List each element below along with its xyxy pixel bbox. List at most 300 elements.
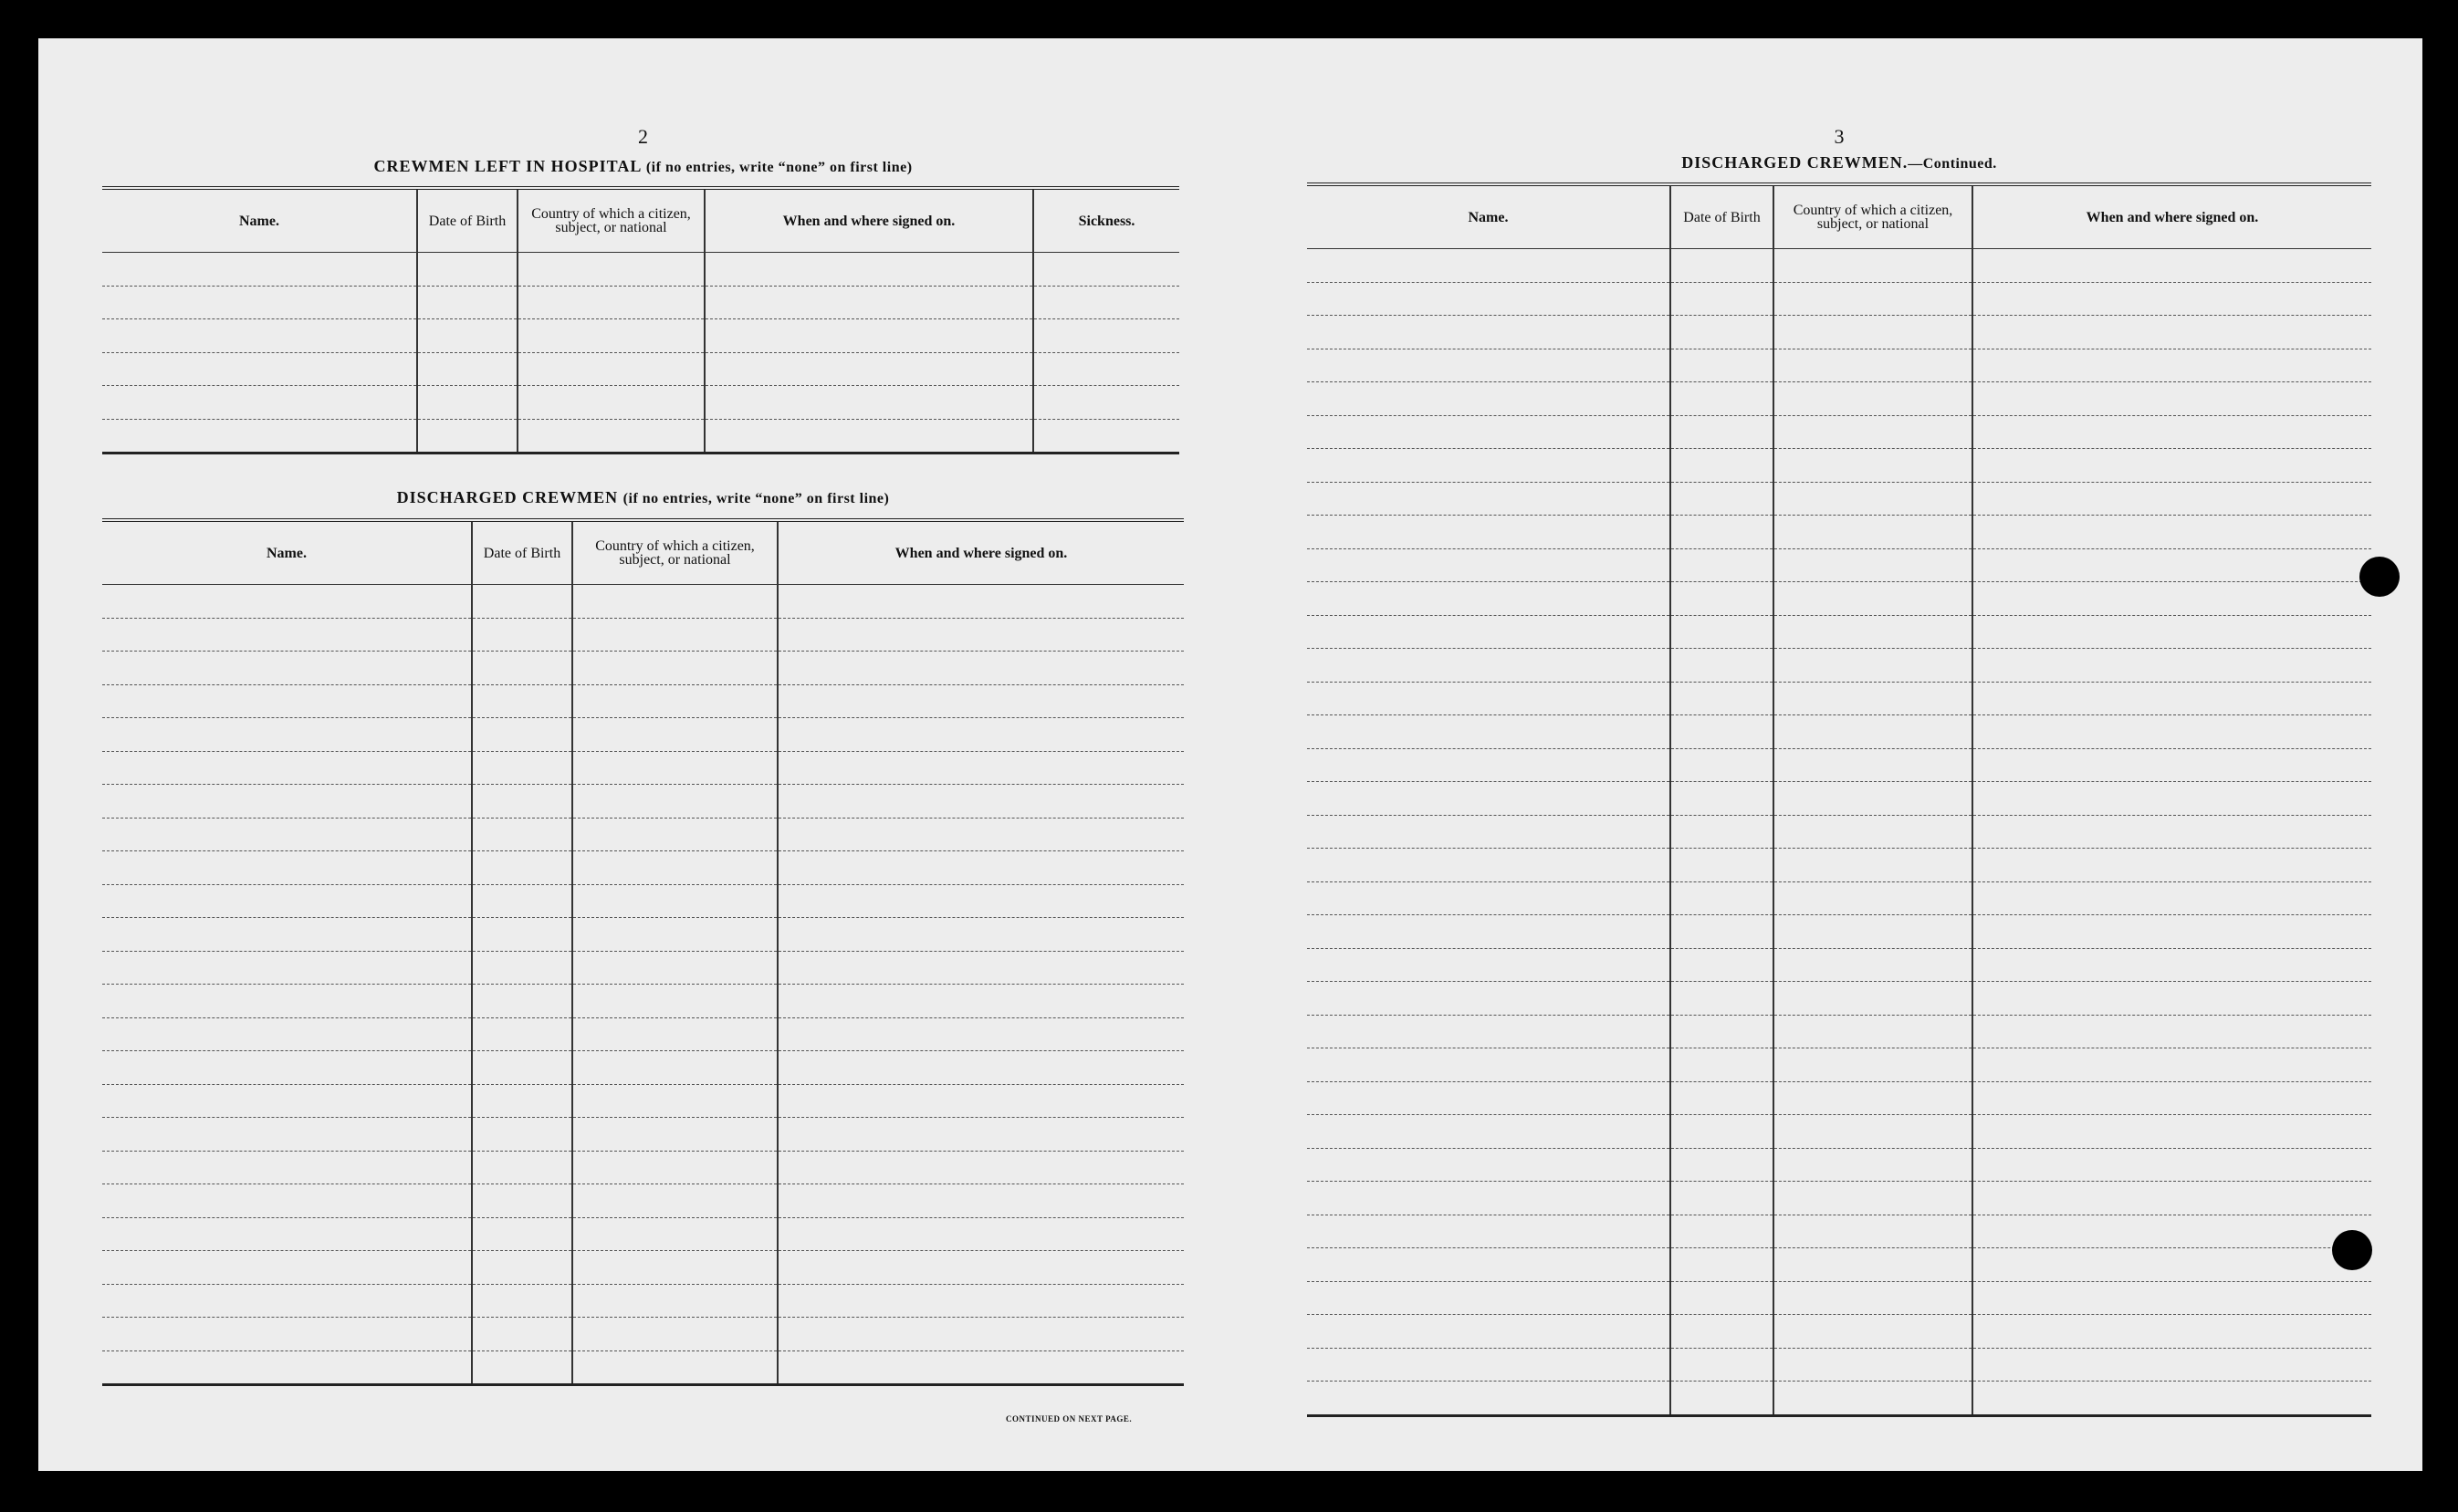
- blank-cell: [1307, 1182, 1670, 1215]
- blank-cell: [572, 884, 778, 918]
- blank-cell: [518, 386, 705, 420]
- blank-cell: [1670, 1215, 1773, 1248]
- blank-cell: [417, 386, 518, 420]
- blank-cell: [572, 718, 778, 752]
- blank-cell: [1670, 748, 1773, 782]
- blank-cell: [1972, 815, 2371, 849]
- punch-hole: [2332, 1230, 2372, 1270]
- blank-cell: [778, 718, 1184, 752]
- table-row: [1307, 1348, 2371, 1382]
- blank-cell: [1670, 449, 1773, 483]
- blank-cell: [1670, 682, 1773, 715]
- blank-cell: [1972, 849, 2371, 882]
- blank-cell: [778, 1017, 1184, 1051]
- blank-cell: [102, 951, 472, 985]
- table-row: [1307, 382, 2371, 416]
- blank-cell: [102, 751, 472, 785]
- blank-cell: [102, 1318, 472, 1351]
- table-row: [1307, 748, 2371, 782]
- blank-cell: [1773, 1315, 1972, 1349]
- table-row: [102, 751, 1184, 785]
- blank-cell: [1670, 1382, 1773, 1416]
- blank-cell: [572, 1184, 778, 1218]
- blank-cell: [1307, 1048, 1670, 1082]
- blank-cell: [778, 652, 1184, 685]
- table-row: [1307, 449, 2371, 483]
- blank-cell: [1972, 249, 2371, 283]
- col-signed-on: When and where signed on.: [705, 188, 1033, 253]
- table-row: [1307, 1048, 2371, 1082]
- blank-cell: [1307, 1281, 1670, 1315]
- blank-cell: [572, 751, 778, 785]
- blank-cell: [1773, 1015, 1972, 1048]
- blank-cell: [572, 1084, 778, 1118]
- blank-cell: [1670, 249, 1773, 283]
- blank-cell: [417, 352, 518, 386]
- blank-cell: [1670, 1148, 1773, 1182]
- blank-cell: [778, 851, 1184, 885]
- blank-cell: [1773, 915, 1972, 949]
- blank-cell: [1773, 249, 1972, 283]
- blank-cell: [1972, 1248, 2371, 1282]
- blank-cell: [1773, 582, 1972, 616]
- blank-cell: [1972, 582, 2371, 616]
- col-dob: Date of Birth: [417, 188, 518, 253]
- blank-cell: [1670, 715, 1773, 749]
- table-row: [1307, 881, 2371, 915]
- table-row: [1307, 1148, 2371, 1182]
- blank-cell: [572, 851, 778, 885]
- blank-cell: [1773, 682, 1972, 715]
- blank-cell: [472, 718, 572, 752]
- table-row: [102, 1118, 1184, 1152]
- blank-cell: [1307, 1115, 1670, 1149]
- table-row: [102, 951, 1184, 985]
- blank-cell: [1773, 615, 1972, 649]
- blank-cell: [1670, 1315, 1773, 1349]
- blank-cell: [102, 386, 417, 420]
- blank-cell: [778, 1284, 1184, 1318]
- col-dob: Date of Birth: [1670, 184, 1773, 249]
- table-row: [1307, 415, 2371, 449]
- discharged-continued-table: [1307, 182, 2371, 1417]
- blank-cell: [102, 851, 472, 885]
- table-row: [1307, 649, 2371, 683]
- blank-cell: [1307, 1015, 1670, 1048]
- blank-cell: [1773, 1281, 1972, 1315]
- blank-cell: [572, 818, 778, 851]
- hospital-section-title: CREWMEN LEFT IN HOSPITAL (if no entries, write “none” on first line): [373, 157, 913, 175]
- blank-cell: [1972, 1281, 2371, 1315]
- blank-cell: [705, 319, 1033, 353]
- blank-cell: [1972, 1215, 2371, 1248]
- blank-cell: [1670, 881, 1773, 915]
- blank-cell: [1307, 682, 1670, 715]
- blank-cell: [572, 1284, 778, 1318]
- blank-cell: [572, 585, 778, 619]
- blank-cell: [1307, 849, 1670, 882]
- blank-cell: [1972, 548, 2371, 582]
- table-row: [102, 851, 1184, 885]
- blank-cell: [1307, 1215, 1670, 1248]
- col-signed-on: When and where signed on.: [778, 520, 1184, 585]
- blank-cell: [1773, 1148, 1972, 1182]
- blank-cell: [102, 1184, 472, 1218]
- blank-cell: [1670, 316, 1773, 349]
- blank-cell: [778, 1251, 1184, 1285]
- blank-cell: [1307, 1382, 1670, 1416]
- blank-cell: [1670, 649, 1773, 683]
- blank-cell: [1773, 982, 1972, 1016]
- blank-cell: [1972, 915, 2371, 949]
- blank-cell: [1670, 548, 1773, 582]
- blank-cell: [1670, 815, 1773, 849]
- blank-cell: [1773, 282, 1972, 316]
- table-row: [1307, 849, 2371, 882]
- blank-cell: [572, 1251, 778, 1285]
- blank-cell: [1670, 1281, 1773, 1315]
- table-row: [1307, 615, 2371, 649]
- discharged-continued-title: DISCHARGED CREWMEN.—Continued.: [1681, 153, 1997, 172]
- blank-cell: [472, 1318, 572, 1351]
- blank-cell: [1307, 915, 1670, 949]
- blank-cell: [472, 884, 572, 918]
- blank-cell: [705, 352, 1033, 386]
- blank-cell: [1670, 516, 1773, 549]
- page-number: 3: [1834, 125, 1845, 148]
- blank-cell: [1773, 415, 1972, 449]
- blank-cell: [1307, 1148, 1670, 1182]
- col-name: Name.: [102, 520, 472, 585]
- blank-cell: [778, 818, 1184, 851]
- blank-cell: [778, 1051, 1184, 1085]
- blank-cell: [572, 1318, 778, 1351]
- blank-cell: [1670, 482, 1773, 516]
- blank-cell: [1670, 782, 1773, 816]
- blank-cell: [417, 419, 518, 454]
- table-row: [1307, 1015, 2371, 1048]
- blank-cell: [1307, 1248, 1670, 1282]
- blank-cell: [417, 253, 518, 287]
- blank-cell: [1307, 449, 1670, 483]
- blank-cell: [102, 652, 472, 685]
- blank-cell: [1972, 881, 2371, 915]
- blank-cell: [1670, 582, 1773, 616]
- blank-cell: [472, 618, 572, 652]
- blank-cell: [1773, 382, 1972, 416]
- table-row: [102, 618, 1184, 652]
- blank-cell: [1773, 748, 1972, 782]
- blank-cell: [778, 751, 1184, 785]
- blank-cell: [417, 319, 518, 353]
- blank-cell: [1307, 1081, 1670, 1115]
- col-name: Name.: [1307, 184, 1670, 249]
- blank-cell: [1670, 849, 1773, 882]
- table-row: [1307, 1315, 2371, 1349]
- blank-cell: [472, 652, 572, 685]
- col-country: Country of which a citizen, subject, or national: [1773, 184, 1972, 249]
- blank-cell: [472, 851, 572, 885]
- blank-cell: [1972, 349, 2371, 382]
- blank-cell: [472, 1184, 572, 1218]
- table-row: [1307, 948, 2371, 982]
- blank-cell: [1307, 316, 1670, 349]
- blank-cell: [1773, 782, 1972, 816]
- table-row: [102, 352, 1179, 386]
- continued-note: CONTINUED ON NEXT PAGE.: [1006, 1414, 1133, 1423]
- blank-cell: [472, 1151, 572, 1184]
- blank-cell: [472, 1084, 572, 1118]
- col-country: Country of which a citizen, subject, or national: [572, 520, 778, 585]
- blank-cell: [1773, 1048, 1972, 1082]
- blank-cell: [705, 386, 1033, 420]
- blank-cell: [778, 1151, 1184, 1184]
- blank-cell: [1307, 482, 1670, 516]
- table-row: [102, 253, 1179, 287]
- blank-cell: [1972, 1382, 2371, 1416]
- blank-cell: [1773, 449, 1972, 483]
- blank-cell: [572, 1051, 778, 1085]
- blank-cell: [1773, 516, 1972, 549]
- col-dob: Date of Birth: [472, 520, 572, 585]
- blank-cell: [705, 419, 1033, 454]
- table-row: [102, 1318, 1184, 1351]
- blank-cell: [778, 1118, 1184, 1152]
- blank-cell: [1670, 382, 1773, 416]
- table-row: [102, 1284, 1184, 1318]
- table-row: [1307, 249, 2371, 283]
- blank-cell: [1972, 748, 2371, 782]
- blank-cell: [1972, 316, 2371, 349]
- blank-cell: [472, 684, 572, 718]
- blank-cell: [1670, 282, 1773, 316]
- blank-cell: [778, 1184, 1184, 1218]
- blank-cell: [1670, 615, 1773, 649]
- blank-cell: [1670, 948, 1773, 982]
- table-row: [102, 884, 1184, 918]
- blank-cell: [1307, 1348, 1670, 1382]
- blank-cell: [1773, 948, 1972, 982]
- blank-cell: [1972, 649, 2371, 683]
- table-row: [102, 1217, 1184, 1251]
- blank-cell: [1670, 915, 1773, 949]
- discharged-section-title: DISCHARGED CREWMEN (if no entries, write “none” on first line): [396, 488, 890, 506]
- table-row: [1307, 1248, 2371, 1282]
- blank-cell: [102, 286, 417, 319]
- blank-cell: [1972, 1148, 2371, 1182]
- table-row: [1307, 682, 2371, 715]
- table-row: [102, 652, 1184, 685]
- blank-cell: [1972, 282, 2371, 316]
- page-number: 2: [638, 125, 648, 148]
- blank-cell: [472, 785, 572, 819]
- blank-cell: [1307, 815, 1670, 849]
- blank-cell: [1033, 319, 1179, 353]
- blank-cell: [1670, 1115, 1773, 1149]
- table-row: [1307, 482, 2371, 516]
- table-row: [102, 785, 1184, 819]
- blank-cell: [102, 684, 472, 718]
- table-row: [1307, 1182, 2371, 1215]
- blank-cell: [102, 1284, 472, 1318]
- blank-cell: [1972, 382, 2371, 416]
- blank-cell: [778, 684, 1184, 718]
- table-row: [102, 818, 1184, 851]
- blank-cell: [1972, 1182, 2371, 1215]
- table-row: [102, 718, 1184, 752]
- blank-cell: [1670, 349, 1773, 382]
- blank-cell: [472, 751, 572, 785]
- table-row: [102, 985, 1184, 1018]
- table-row: [102, 1017, 1184, 1051]
- blank-cell: [472, 985, 572, 1018]
- blank-cell: [1773, 1348, 1972, 1382]
- table-row: [102, 1350, 1184, 1385]
- blank-cell: [102, 253, 417, 287]
- blank-cell: [705, 253, 1033, 287]
- blank-cell: [1773, 316, 1972, 349]
- blank-cell: [102, 1084, 472, 1118]
- blank-cell: [778, 585, 1184, 619]
- table-row: [102, 1184, 1184, 1218]
- blank-cell: [1972, 982, 2371, 1016]
- blank-cell: [1972, 1115, 2371, 1149]
- blank-cell: [417, 286, 518, 319]
- table-row: [102, 684, 1184, 718]
- blank-cell: [1773, 1215, 1972, 1248]
- blank-cell: [572, 951, 778, 985]
- blank-cell: [572, 618, 778, 652]
- blank-cell: [102, 1017, 472, 1051]
- table-row: [102, 386, 1179, 420]
- table-row: [1307, 815, 2371, 849]
- table-row: [102, 286, 1179, 319]
- blank-cell: [778, 1350, 1184, 1385]
- blank-cell: [472, 818, 572, 851]
- blank-cell: [1972, 516, 2371, 549]
- blank-cell: [572, 785, 778, 819]
- blank-cell: [1972, 449, 2371, 483]
- blank-cell: [1773, 849, 1972, 882]
- punch-hole: [2359, 557, 2400, 597]
- table-row: [1307, 349, 2371, 382]
- blank-cell: [518, 319, 705, 353]
- table-row: [102, 585, 1184, 619]
- blank-cell: [1307, 1315, 1670, 1349]
- blank-cell: [1307, 748, 1670, 782]
- blank-cell: [1307, 948, 1670, 982]
- blank-cell: [1307, 382, 1670, 416]
- blank-cell: [102, 1118, 472, 1152]
- blank-cell: [572, 684, 778, 718]
- blank-cell: [102, 618, 472, 652]
- blank-cell: [778, 918, 1184, 952]
- blank-cell: [705, 286, 1033, 319]
- table-row: [1307, 1281, 2371, 1315]
- blank-cell: [1773, 815, 1972, 849]
- blank-cell: [102, 985, 472, 1018]
- blank-cell: [1773, 649, 1972, 683]
- blank-cell: [102, 1251, 472, 1285]
- blank-cell: [778, 1217, 1184, 1251]
- blank-cell: [102, 1217, 472, 1251]
- blank-cell: [1972, 415, 2371, 449]
- blank-cell: [1670, 415, 1773, 449]
- table-row: [1307, 782, 2371, 816]
- blank-cell: [102, 1350, 472, 1385]
- blank-cell: [518, 253, 705, 287]
- hospital-table: [102, 186, 1179, 454]
- blank-cell: [778, 1084, 1184, 1118]
- blank-cell: [1972, 715, 2371, 749]
- blank-cell: [102, 818, 472, 851]
- blank-cell: [472, 1051, 572, 1085]
- table-row: [1307, 1115, 2371, 1149]
- col-sickness: Sickness.: [1033, 188, 1179, 253]
- blank-cell: [1773, 1081, 1972, 1115]
- blank-cell: [572, 985, 778, 1018]
- blank-cell: [1307, 415, 1670, 449]
- blank-cell: [472, 951, 572, 985]
- blank-cell: [1670, 1348, 1773, 1382]
- blank-cell: [472, 1350, 572, 1385]
- blank-cell: [518, 286, 705, 319]
- table-row: [1307, 516, 2371, 549]
- blank-cell: [1307, 715, 1670, 749]
- table-row: [102, 319, 1179, 353]
- blank-cell: [472, 1217, 572, 1251]
- table-row: [1307, 316, 2371, 349]
- blank-cell: [1773, 1182, 1972, 1215]
- blank-cell: [1773, 482, 1972, 516]
- blank-cell: [1773, 548, 1972, 582]
- blank-cell: [1972, 682, 2371, 715]
- discharged-continued-rows: [1307, 249, 2371, 1416]
- discharged-rows: [102, 585, 1184, 1385]
- blank-cell: [1670, 1248, 1773, 1282]
- blank-cell: [102, 352, 417, 386]
- blank-cell: [1033, 419, 1179, 454]
- blank-cell: [778, 884, 1184, 918]
- blank-cell: [472, 1017, 572, 1051]
- blank-cell: [1307, 249, 1670, 283]
- blank-cell: [1033, 386, 1179, 420]
- blank-cell: [1307, 349, 1670, 382]
- blank-cell: [1307, 982, 1670, 1016]
- blank-cell: [1307, 516, 1670, 549]
- blank-cell: [1307, 782, 1670, 816]
- blank-cell: [1972, 1081, 2371, 1115]
- blank-cell: [518, 419, 705, 454]
- blank-cell: [102, 1051, 472, 1085]
- table-row: [102, 419, 1179, 454]
- blank-cell: [102, 884, 472, 918]
- blank-cell: [1670, 1015, 1773, 1048]
- blank-cell: [572, 918, 778, 952]
- table-row: [1307, 548, 2371, 582]
- blank-cell: [1972, 948, 2371, 982]
- blank-cell: [1773, 1115, 1972, 1149]
- blank-cell: [572, 1350, 778, 1385]
- blank-cell: [572, 1151, 778, 1184]
- col-name: Name.: [102, 188, 417, 253]
- blank-cell: [1773, 1248, 1972, 1282]
- blank-cell: [1307, 582, 1670, 616]
- table-row: [1307, 1081, 2371, 1115]
- table-row: [102, 1051, 1184, 1085]
- blank-cell: [572, 1118, 778, 1152]
- blank-cell: [1972, 1348, 2371, 1382]
